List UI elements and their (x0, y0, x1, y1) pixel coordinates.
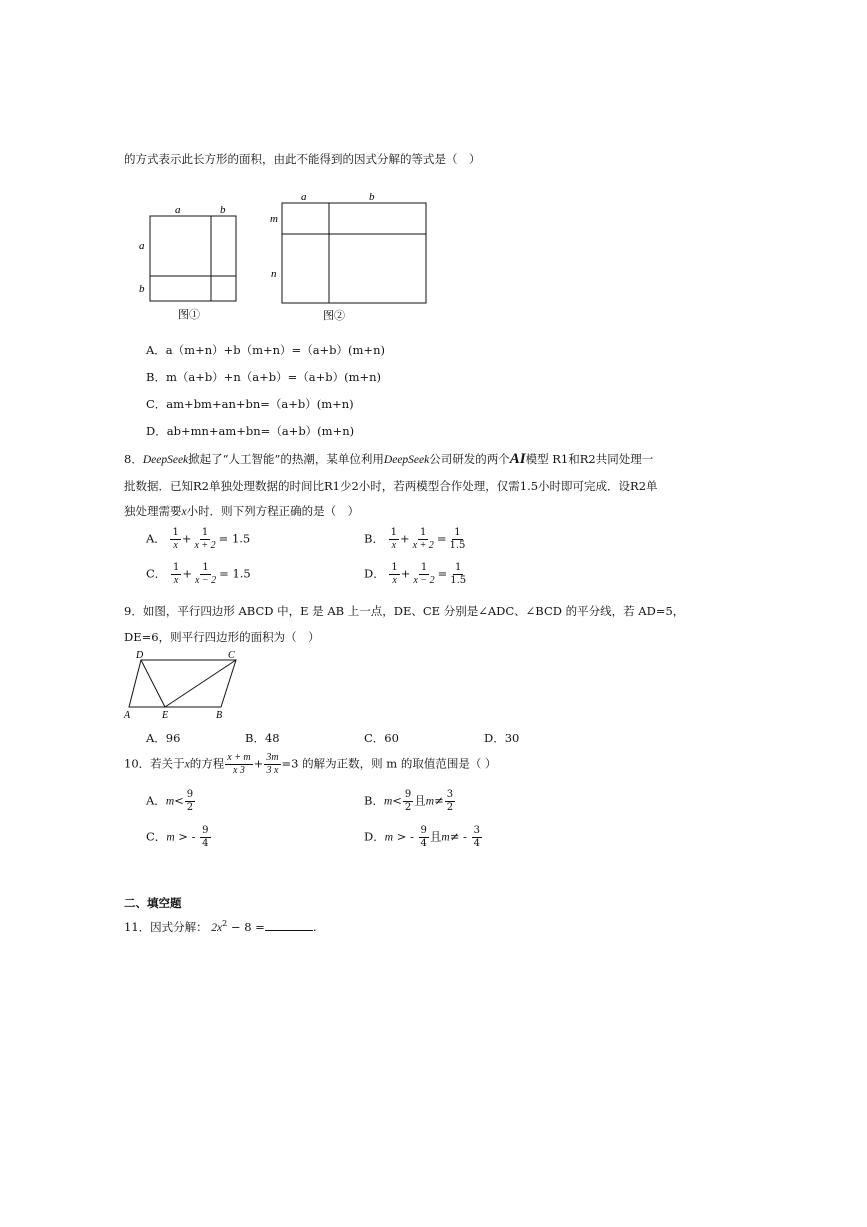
q10-stem: 10．若关于x的方程 $\frac{x + m}{x 3}$ + $\frac{3m}{3 x}$ =3 的解为正数，则 m 的取值范围是（ ） (124, 752, 497, 776)
q8-option-c[interactable]: C． $\frac{1}{x}$ + $\frac{1}{x - 2}$ = 1.5 (146, 562, 251, 586)
q7-option-a[interactable]: A．a（m+n）+b（m+n）=（a+b）(m+n) (146, 343, 385, 357)
fig2-outer-rect (282, 203, 426, 303)
fig1-label-b-top: b (220, 204, 226, 216)
figure-2 (265, 188, 435, 325)
q8-option-d[interactable]: D． $\frac{1}{x}$ + $\frac{1}{x - 2}$ = $\frac{1}{1.5}$ (364, 562, 467, 586)
q11-expr-base: 2x (211, 922, 223, 934)
fig2-label-a-top: a (301, 191, 307, 203)
q10-option-b[interactable]: B．m< $\frac{9}{2}$ 且m≠ $\frac{3}{2}$ (364, 789, 454, 813)
fig1-label-a-left: a (139, 240, 145, 252)
section-title: 二、填空题 (124, 896, 182, 910)
fig2-label-n-left: n (271, 268, 277, 280)
fig1-outer-square (150, 216, 236, 301)
q9-line2: DE=6，则平行四边形的面积为（ ） (124, 630, 320, 644)
q8-option-a[interactable]: A． $\frac{1}{x}$ + $\frac{1}{x + 2}$ = 1.5 (146, 527, 251, 551)
q9-option-a[interactable]: A．96 (146, 731, 181, 745)
q11-answer-blank[interactable] (265, 920, 313, 931)
q10-option-a[interactable]: A．m< $\frac{9}{2}$ (146, 789, 194, 813)
q9-line1: 9．如图，平行四边形 ABCD 中，E 是 AB 上一点，DE、CE 分别是∠ADC、∠BCD 的平分线，若 AD=5， (124, 604, 685, 618)
label-d: D (136, 650, 144, 661)
segment-de (141, 660, 165, 707)
q7-option-c[interactable]: C．am+bm+an+bn=（a+b）(m+n) (146, 397, 354, 411)
fig1-caption: 图① (178, 309, 200, 321)
fig2-caption: 图② (323, 310, 345, 322)
q9-option-c[interactable]: C．60 (364, 731, 399, 745)
q9-option-d[interactable]: D．30 (484, 731, 520, 745)
q10-option-d[interactable]: D．m > - $\frac{9}{4}$ 且m≠ - $\frac{3}{4}$ (364, 825, 480, 849)
label-c: C (228, 650, 235, 661)
q10-option-c[interactable]: C．m > - $\frac{9}{4}$ (146, 825, 209, 849)
fig2-label-m-left: m (270, 213, 278, 225)
figure-1 (130, 200, 250, 325)
q9-option-b[interactable]: B．48 (245, 731, 280, 745)
q7-intro: 的方式表示此长方形的面积，由此不能得到的因式分解的等式是（ ） (124, 152, 481, 166)
label-b: B (216, 710, 223, 721)
figure-parallelogram (120, 648, 248, 722)
q8-line1: 8．DeepSeek掀起了“人工智能”的热潮，某单位利用DeepSeek公司研发的两个AI模型 R1和R2共同处理一 (124, 451, 654, 467)
fig1-label-a-top: a (175, 204, 181, 216)
q7-option-d[interactable]: D．ab+mn+am+bn=（a+b）(m+n) (146, 424, 355, 438)
q8-line2: 批数据．已知R2单独处理数据的时间比R1少2小时，若两模型合作处理，仅需1.5小时即可完成．设R2单 (124, 479, 658, 493)
segment-ce (165, 660, 236, 707)
q8-option-b[interactable]: B． $\frac{1}{x}$ + $\frac{1}{x + 2}$ = $\frac{1}{1.5}$ (364, 527, 466, 551)
label-e: E (162, 710, 169, 721)
q11-expr-exponent: 2 (222, 919, 228, 929)
label-a: A (124, 710, 131, 721)
fig1-label-b-left: b (139, 283, 145, 295)
q7-option-b[interactable]: B．m（a+b）+n（a+b）=（a+b）(m+n) (146, 370, 382, 384)
q8-line3: 独处理需要x小时．则下列方程正确的是（ ） (124, 504, 360, 518)
fig2-label-b-top: b (369, 191, 375, 203)
q11-line: 11．因式分解： $2x^2 - 8$ = . (124, 919, 317, 934)
